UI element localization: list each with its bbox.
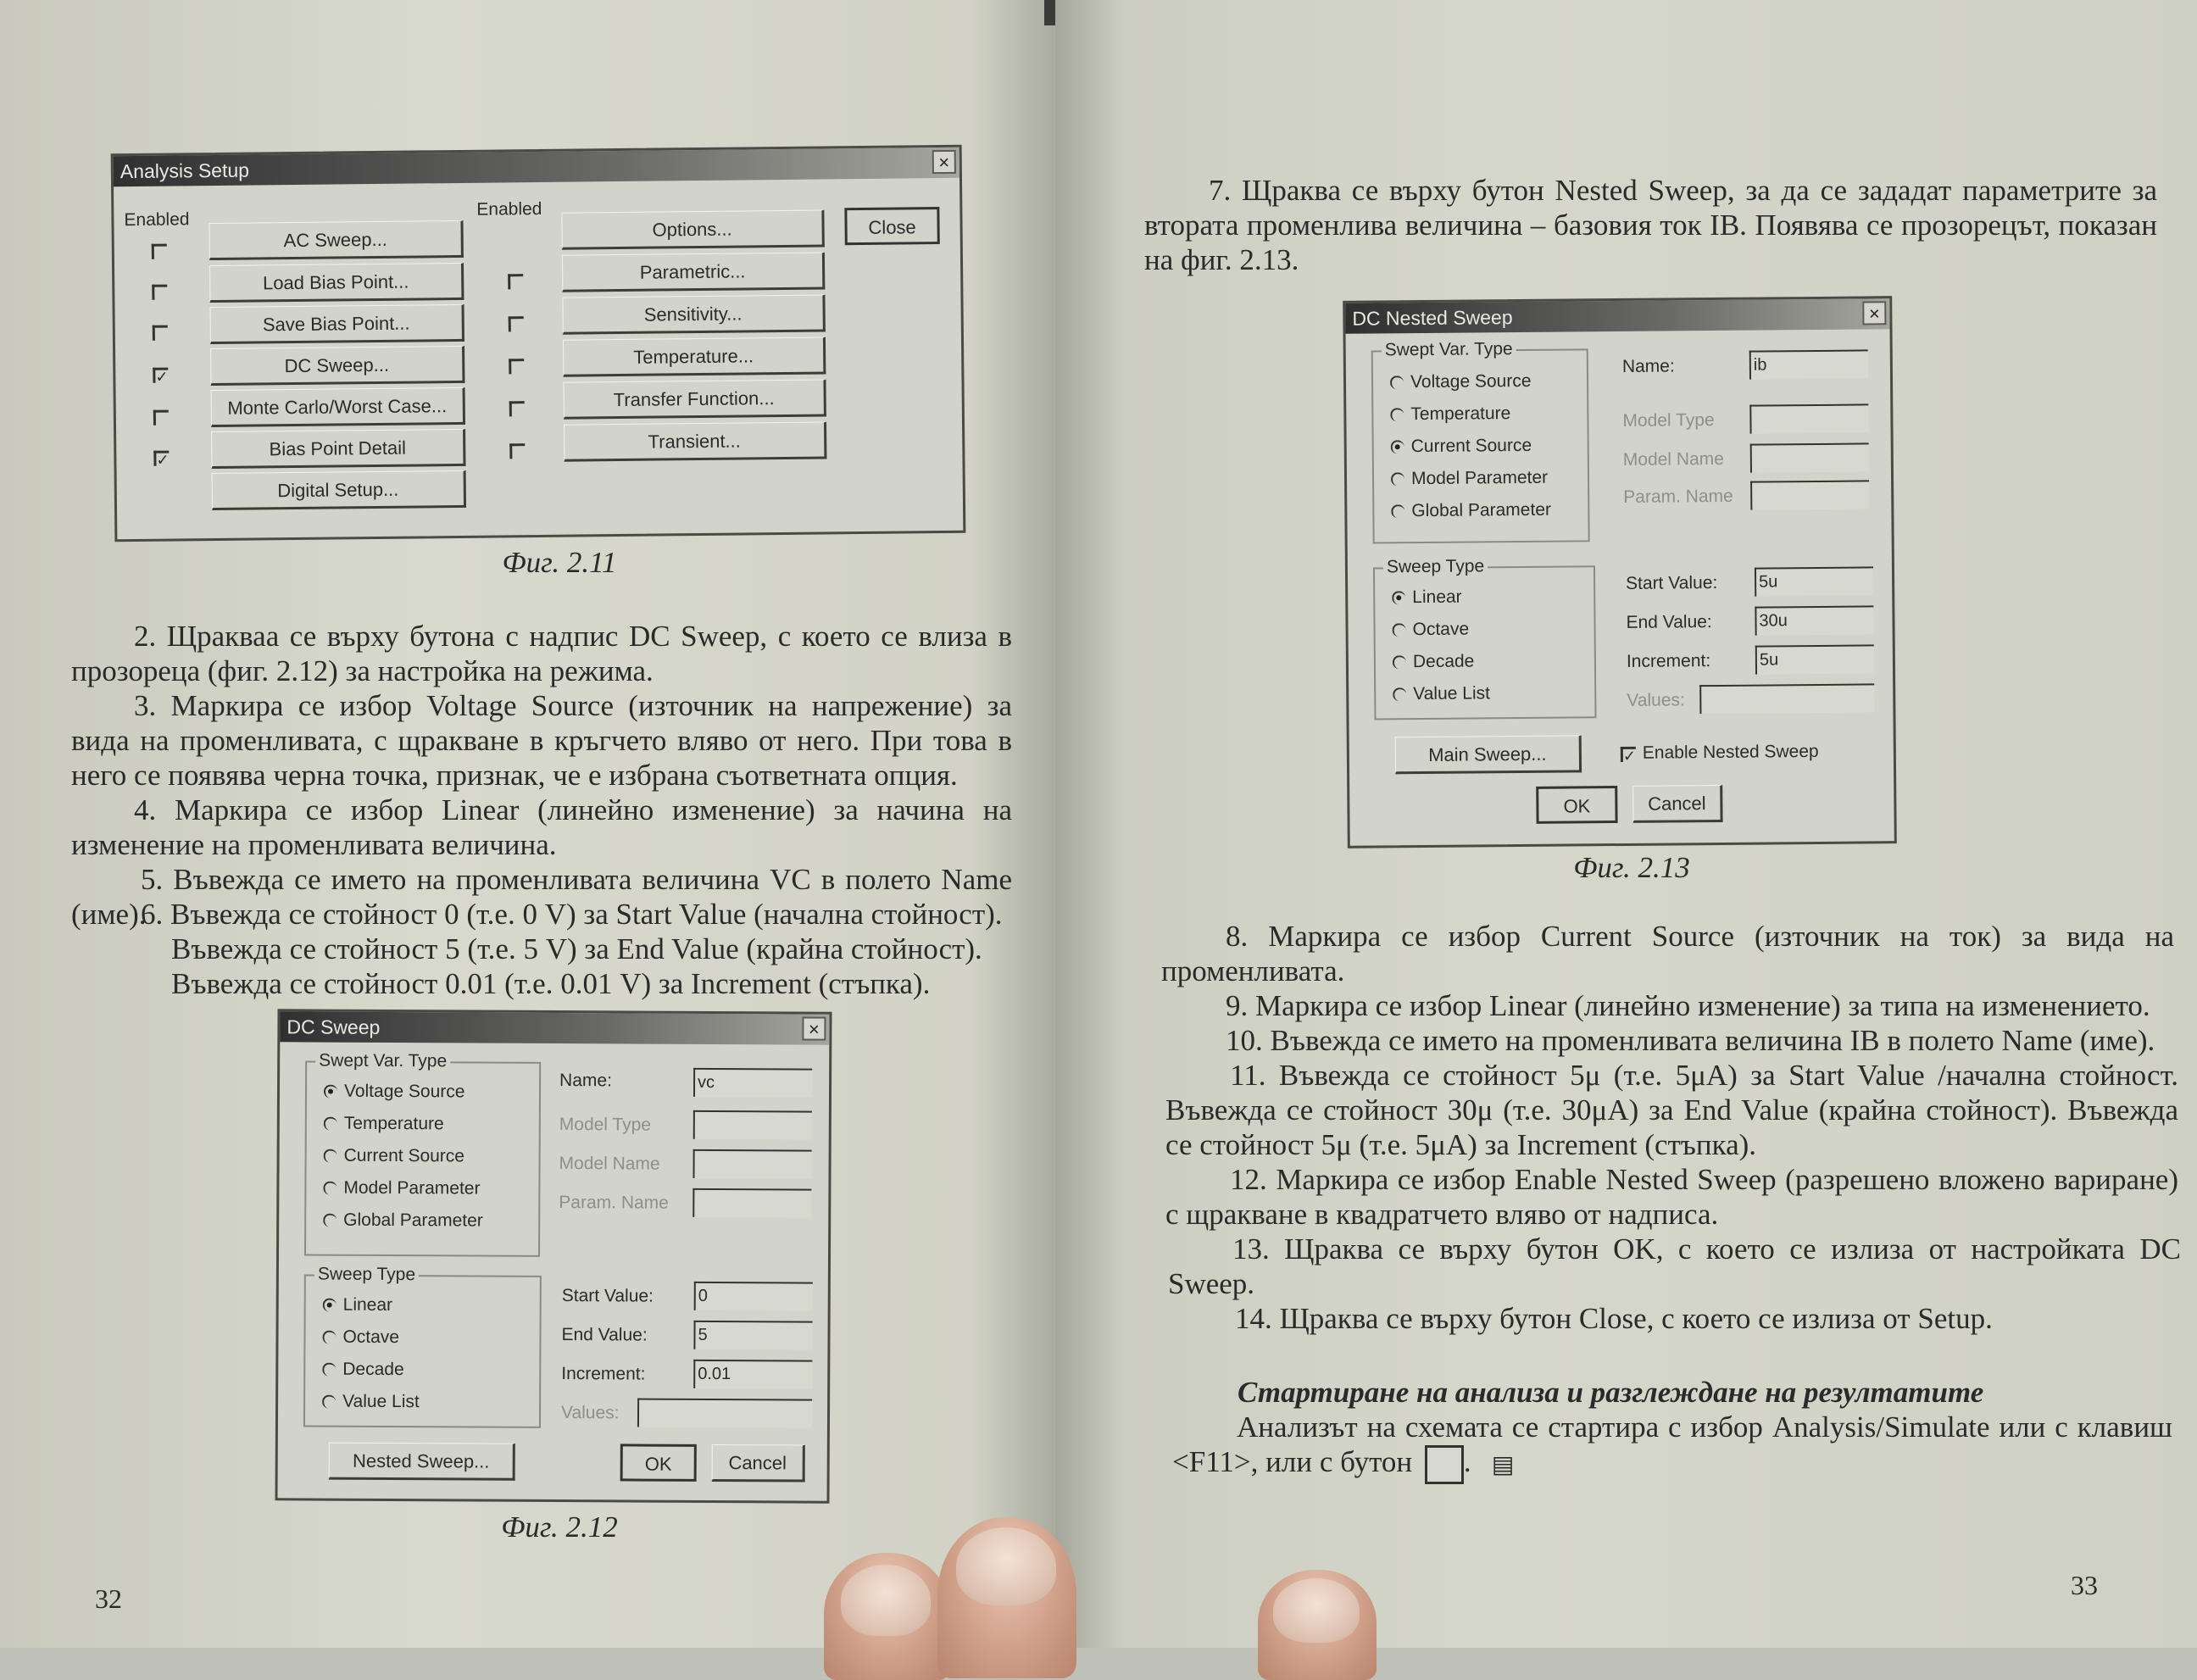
dialog-title: Analysis Setup bbox=[120, 159, 250, 183]
model-type-label: Model Type bbox=[1622, 410, 1715, 431]
sensitivity-button[interactable]: Sensitivity... bbox=[562, 294, 825, 334]
swept-var-type-group bbox=[1371, 339, 1590, 543]
end-value-label: End Value: bbox=[1626, 612, 1712, 632]
close-icon[interactable]: × bbox=[802, 1017, 826, 1041]
analysis-setup-titlebar bbox=[114, 147, 959, 186]
group-title: Swept Var. Type bbox=[315, 1051, 450, 1072]
radio-label: Decade bbox=[342, 1359, 404, 1380]
name-label: Name: bbox=[559, 1071, 613, 1091]
values-field[interactable] bbox=[637, 1399, 812, 1428]
enable-ac-sweep-checkbox[interactable] bbox=[152, 244, 167, 259]
param-name-label: Param. Name bbox=[559, 1193, 669, 1213]
paragraph-step-2: 2. Щракваа се върху бутона с надпис DC Sweep, с което се влиза в прозореца (фиг. 2.12) за настройка на режима. bbox=[71, 620, 1012, 687]
left-page bbox=[0, 0, 1055, 1648]
voltage-source-radio[interactable] bbox=[1390, 371, 1532, 392]
radio-label: Current Source bbox=[1410, 435, 1532, 457]
start-value-field[interactable]: 0 bbox=[694, 1282, 813, 1311]
enable-bias-detail-checkbox[interactable]: ✓ bbox=[153, 451, 169, 466]
model-parameter-radio[interactable] bbox=[323, 1178, 480, 1199]
main-sweep-button[interactable]: Main Sweep... bbox=[1395, 735, 1582, 774]
run-analysis-text: Анализът на схемата се стартира с избор Analysis/Simulate или с клавиш <F11>, или с бутон bbox=[1172, 1410, 2172, 1478]
dialog-title: DC Nested Sweep bbox=[1352, 306, 1513, 330]
radio-icon bbox=[323, 1214, 337, 1227]
dc-nested-sweep-dialog bbox=[1343, 296, 1897, 848]
radio-selected-icon bbox=[323, 1299, 337, 1312]
increment-field[interactable]: 0.01 bbox=[693, 1360, 812, 1389]
radio-label: Temperature bbox=[343, 1113, 444, 1134]
end-value-field[interactable]: 5 bbox=[693, 1321, 812, 1350]
monte-carlo-button[interactable]: Monte Carlo/Worst Case... bbox=[211, 387, 465, 427]
temperature-radio[interactable] bbox=[324, 1114, 444, 1135]
enabled-label-left: Enabled bbox=[124, 209, 190, 231]
close-icon[interactable]: × bbox=[932, 150, 956, 174]
dc-sweep-button[interactable]: DC Sweep... bbox=[210, 346, 464, 386]
name-label: Name: bbox=[1621, 356, 1675, 376]
enable-sensitivity-checkbox[interactable] bbox=[509, 316, 524, 331]
figure-caption-2-13: Фиг. 2.13 bbox=[1573, 851, 1690, 884]
ok-button[interactable]: OK bbox=[1536, 786, 1617, 824]
enable-load-bias-checkbox[interactable] bbox=[152, 285, 167, 300]
paragraph-step-10: 10. Въвежда се името на променливата величина IB в полето Name (име). bbox=[1226, 1024, 2155, 1057]
radio-icon bbox=[1391, 505, 1404, 519]
fingernail bbox=[841, 1565, 931, 1636]
radio-label: Decade bbox=[1412, 651, 1475, 672]
page-number-left: 32 bbox=[95, 1583, 122, 1614]
model-name-label: Model Name bbox=[1622, 448, 1725, 470]
paragraph-step-7: 7. Щраква се върху бутон Nested Sweep, за да се зададат параметрите за втората променлива величина – базовия ток IB. Появява се прозорецът, показан на фиг. 2.13. bbox=[1144, 174, 2157, 276]
values-label: Values: bbox=[1627, 690, 1685, 710]
radio-label: Voltage Source bbox=[1410, 370, 1532, 392]
transfer-function-button[interactable]: Transfer Function... bbox=[563, 379, 826, 419]
simulate-icon[interactable]: ▤ bbox=[1425, 1445, 1464, 1484]
fingernail bbox=[956, 1527, 1056, 1605]
increment-field[interactable]: 5u bbox=[1755, 644, 1874, 674]
model-parameter-radio[interactable] bbox=[1391, 468, 1548, 490]
current-source-radio[interactable] bbox=[324, 1146, 465, 1167]
radio-label: Temperature bbox=[1410, 403, 1511, 425]
global-parameter-radio[interactable] bbox=[323, 1210, 483, 1232]
paragraph-step-13: 13. Щраква се върху бутон OK, с което се излиза от настройката DC Sweep. bbox=[1168, 1232, 2181, 1300]
paragraph-step-3: 3. Маркира се избор Voltage Source (източник на напрежение) за вида на променливата, с щракване в кръгчето вляво от него. При това в него се появява черна точка, признак, че е избрана съответната опция. bbox=[71, 689, 1012, 792]
model-name-label: Model Name bbox=[559, 1154, 660, 1174]
end-value-label: End Value: bbox=[561, 1325, 648, 1345]
parametric-button[interactable]: Parametric... bbox=[562, 252, 825, 292]
paragraph-step-6-end: Въвежда се стойност 5 (т.е. 5 V) за End Value (крайна стойност). bbox=[171, 932, 982, 965]
radio-icon bbox=[323, 1182, 337, 1195]
radio-selected-icon bbox=[1392, 592, 1405, 605]
cancel-button[interactable]: Cancel bbox=[1632, 785, 1722, 823]
sweep-type-group bbox=[303, 1264, 542, 1427]
octave-radio[interactable] bbox=[322, 1327, 399, 1348]
temperature-button[interactable]: Temperature... bbox=[563, 337, 826, 376]
digital-setup-button[interactable]: Digital Setup... bbox=[212, 470, 466, 510]
name-field[interactable]: ib bbox=[1749, 349, 1868, 379]
ac-sweep-button[interactable]: AC Sweep... bbox=[209, 220, 463, 260]
name-field[interactable]: vc bbox=[693, 1068, 812, 1098]
nested-sweep-button[interactable]: Nested Sweep... bbox=[329, 1443, 515, 1481]
radio-label: Current Source bbox=[343, 1145, 465, 1166]
group-title: Sweep Type bbox=[1383, 556, 1488, 577]
radio-icon bbox=[322, 1331, 336, 1344]
paragraph-step-6: 6. Въвежда се стойност 0 (т.е. 0 V) за Start Value (начална стойност). bbox=[141, 898, 1003, 931]
end-value-field[interactable]: 30u bbox=[1755, 605, 1873, 635]
group-title: Swept Var. Type bbox=[1382, 339, 1516, 360]
decade-radio[interactable] bbox=[1393, 652, 1475, 673]
increment-label: Increment: bbox=[561, 1364, 646, 1384]
dc-nested-sweep-titlebar bbox=[1345, 298, 1889, 334]
radio-icon bbox=[1393, 624, 1406, 637]
close-icon[interactable]: × bbox=[1862, 301, 1886, 325]
close-button[interactable]: Close bbox=[844, 207, 939, 245]
enable-save-bias-checkbox[interactable] bbox=[153, 325, 168, 341]
linear-radio[interactable] bbox=[323, 1295, 393, 1316]
radio-label: Value List bbox=[342, 1391, 420, 1412]
linear-radio[interactable] bbox=[1392, 587, 1462, 609]
radio-label: Model Parameter bbox=[343, 1177, 481, 1199]
values-field[interactable] bbox=[1699, 683, 1874, 714]
paragraph-step-12: 12. Маркира се избор Enable Nested Sweep (разрешено вложено вариране) с щракване в квадратчето вляво от надписа. bbox=[1165, 1163, 2178, 1231]
sweep-type-group bbox=[1373, 556, 1597, 720]
figure-caption-2-11: Фиг. 2.11 bbox=[502, 546, 617, 579]
value-list-radio[interactable] bbox=[322, 1392, 420, 1413]
right-page bbox=[1055, 0, 2197, 1648]
start-value-label: Start Value: bbox=[561, 1286, 654, 1306]
radio-label: Model Parameter bbox=[1410, 467, 1549, 489]
bias-point-detail-button[interactable]: Bias Point Detail bbox=[211, 429, 465, 469]
radio-label: Global Parameter bbox=[1411, 499, 1552, 521]
figure-caption-2-12: Фиг. 2.12 bbox=[501, 1510, 618, 1544]
ok-button[interactable]: OK bbox=[620, 1444, 697, 1481]
temperature-radio[interactable] bbox=[1390, 403, 1510, 425]
enable-nested-sweep-checkbox[interactable]: ✓ bbox=[1621, 747, 1636, 762]
values-label: Values: bbox=[560, 1403, 620, 1423]
value-list-radio[interactable] bbox=[1393, 683, 1490, 704]
voltage-source-radio[interactable] bbox=[324, 1082, 465, 1103]
dc-sweep-dialog bbox=[275, 1009, 832, 1503]
current-source-radio[interactable] bbox=[1391, 436, 1532, 457]
radio-icon bbox=[324, 1117, 337, 1131]
dc-sweep-titlebar bbox=[280, 1011, 829, 1044]
model-name-field[interactable] bbox=[1750, 442, 1869, 472]
paragraph-step-14: 14. Щраква се върху бутон Close, с което се излиза от Setup. bbox=[1235, 1302, 1993, 1335]
radio-icon bbox=[322, 1363, 336, 1377]
radio-label: Global Parameter bbox=[343, 1210, 483, 1231]
octave-radio[interactable] bbox=[1392, 620, 1469, 641]
page-number-right: 33 bbox=[2071, 1570, 2098, 1600]
dialog-title: DC Sweep bbox=[286, 1015, 381, 1038]
radio-icon bbox=[1390, 409, 1404, 422]
decade-radio[interactable] bbox=[322, 1360, 404, 1381]
save-bias-point-button[interactable]: Save Bias Point... bbox=[210, 304, 464, 344]
radio-icon bbox=[1391, 473, 1404, 487]
paragraph-step-6-inc: Въвежда се стойност 0.01 (т.е. 0.01 V) за Increment (стъпка). bbox=[171, 967, 931, 1000]
section-heading: Стартиране на анализа и разглеждане на резултатите bbox=[1238, 1376, 1984, 1409]
cancel-button[interactable]: Cancel bbox=[712, 1444, 805, 1483]
model-type-field[interactable] bbox=[1749, 403, 1868, 433]
radio-label: Voltage Source bbox=[343, 1081, 465, 1102]
radio-icon bbox=[1390, 376, 1404, 390]
enable-transfer-function-checkbox[interactable] bbox=[509, 401, 525, 416]
paragraph-step-5: 5. Въвежда се името на променливата величина VC в полето Name (име). bbox=[71, 863, 1012, 931]
enable-temperature-checkbox[interactable] bbox=[509, 359, 524, 374]
swept-var-type-group bbox=[304, 1050, 541, 1256]
param-name-label: Param. Name bbox=[1623, 486, 1733, 507]
radio-label: Linear bbox=[342, 1294, 393, 1316]
paragraph-step-9: 9. Маркира се избор Linear (линейно изменение) за типа на изменението. bbox=[1226, 989, 2150, 1022]
radio-label: Octave bbox=[342, 1327, 400, 1348]
param-name-field[interactable] bbox=[1750, 480, 1869, 509]
paragraph-step-8: 8. Маркира се избор Current Source (източник на ток) за вида на променливата. bbox=[1161, 920, 2174, 987]
radio-icon bbox=[1393, 688, 1406, 702]
enabled-label-right: Enabled bbox=[476, 198, 542, 220]
start-value-label: Start Value: bbox=[1626, 572, 1718, 593]
enable-dc-sweep-checkbox[interactable]: ✓ bbox=[153, 368, 168, 383]
analysis-setup-dialog bbox=[111, 145, 966, 542]
radio-label: Octave bbox=[1412, 619, 1470, 640]
param-name-field[interactable] bbox=[692, 1188, 811, 1218]
radio-icon bbox=[322, 1395, 336, 1409]
radio-icon bbox=[1393, 656, 1406, 670]
enable-transient-checkbox[interactable] bbox=[509, 443, 525, 459]
global-parameter-radio[interactable] bbox=[1391, 500, 1551, 522]
model-name-field[interactable] bbox=[692, 1149, 811, 1179]
paragraph-run-analysis bbox=[1172, 1410, 2172, 1484]
load-bias-point-button[interactable]: Load Bias Point... bbox=[209, 263, 464, 303]
radio-selected-icon bbox=[324, 1085, 337, 1099]
increment-label: Increment: bbox=[1626, 651, 1711, 671]
start-value-field[interactable]: 5u bbox=[1755, 566, 1873, 596]
model-type-field[interactable] bbox=[693, 1110, 812, 1140]
fingernail bbox=[1273, 1578, 1360, 1643]
radio-selected-icon bbox=[1391, 441, 1404, 454]
radio-label: Value List bbox=[1413, 683, 1491, 704]
options-button[interactable]: Options... bbox=[561, 209, 824, 249]
radio-icon bbox=[324, 1149, 337, 1163]
run-analysis-end: . bbox=[1463, 1445, 1471, 1478]
paragraph-step-11: 11. Въвежда се стойност 5μ (т.е. 5μA) за Start Value /начална стойност. Въвежда се стойност 30μ (т.е. 30μA) за End Value (крайна стойност). Въвежда се стойност 5μ (т.е. 5μA) за Increment (стъпка). bbox=[1165, 1059, 2178, 1161]
enable-nested-sweep-label: Enable Nested Sweep bbox=[1642, 741, 1819, 763]
transient-button[interactable]: Transient... bbox=[564, 421, 826, 461]
model-type-label: Model Type bbox=[559, 1115, 652, 1135]
group-title: Sweep Type bbox=[314, 1265, 419, 1286]
paragraph-step-4: 4. Маркира се избор Linear (линейно изменение) за начина на изменение на променливата величина. bbox=[71, 793, 1012, 861]
radio-label: Linear bbox=[1412, 587, 1462, 608]
enable-monte-carlo-checkbox[interactable] bbox=[153, 410, 169, 426]
enable-parametric-checkbox[interactable] bbox=[508, 274, 523, 289]
